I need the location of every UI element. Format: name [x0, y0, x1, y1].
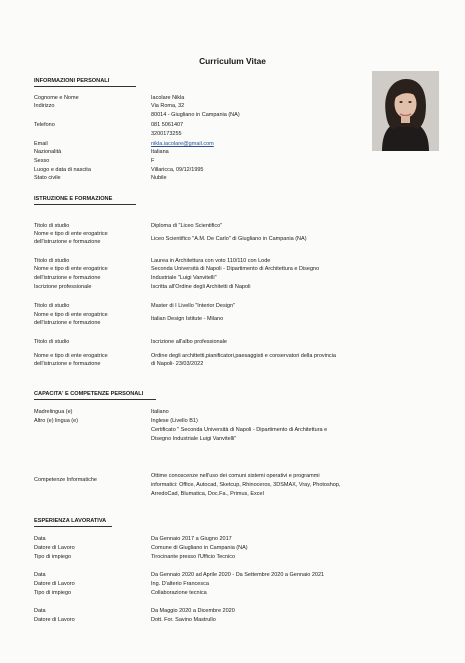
field-value: Via Roma, 32: [151, 103, 185, 109]
field-label: dell'istruzione e formazione: [34, 361, 101, 367]
field-label: Datore di Lavoro: [34, 617, 75, 623]
field-label: Nome e tipo di ente erogatrice: [34, 353, 108, 359]
section-rule: [34, 399, 156, 400]
field-value: Da Maggio 2020 a Dicembre 2020: [151, 608, 235, 614]
document-title: Curriculum Vitae: [199, 56, 266, 66]
field-label: dell'istruzione e formazione: [34, 239, 101, 245]
field-label: Nome e tipo di ente erogatrice: [34, 312, 108, 318]
field-value: Liceo Scientifico "A.M. De Carlo" di Giugliano in Campania (NA): [151, 236, 307, 242]
field-label: Sesso: [34, 158, 50, 164]
field-label: Data: [34, 536, 46, 542]
field-value: Industriale "Luigi Vanvitelli": [151, 275, 217, 281]
field-value: Diploma di "Liceo Scientifico": [151, 223, 223, 229]
field-value: 80014 - Giugliano in Campania (NA): [151, 112, 240, 118]
field-label: Indirizzo: [34, 103, 55, 109]
email-link[interactable]: nikla.iacolare@gmail.com: [151, 141, 214, 147]
field-value: ArredoCad, Blumatica, Doc.Fa., Primus, Excel: [151, 491, 264, 497]
field-label: Nome e tipo di ente erogatrice: [34, 231, 108, 237]
field-label: Tipo di impiego: [34, 590, 72, 596]
field-value: Seconda Università di Napoli - Dipartimento di Architettura e Disegno: [151, 266, 320, 272]
field-label: Telefono: [34, 122, 55, 128]
section-heading-education: ISTRUZIONE E FORMAZIONE: [34, 196, 113, 202]
field-label: Tipo di impiego: [34, 554, 72, 560]
field-label: Madrelingua (e): [34, 409, 73, 415]
section-heading-personal: INFORMAZIONI PERSONALI: [34, 78, 110, 84]
field-value: Disegno Industriale Luigi Vanvitelli": [151, 436, 237, 442]
section-rule: [34, 526, 112, 527]
field-label: Datore di Lavoro: [34, 581, 75, 587]
field-value: Tirocinante presso l'Ufficio Tecnico: [151, 554, 236, 560]
field-value: Comune di Giugliano in Campania (NA): [151, 545, 248, 551]
field-value: Italiana: [151, 149, 169, 155]
field-value: 3200173255: [151, 131, 182, 137]
field-value: Dott. For. Savino Mastrullo: [151, 617, 216, 623]
section-heading-skills: CAPACITA' E COMPETENZE PERSONALI: [34, 391, 144, 397]
field-label: Nazionalità: [34, 149, 62, 155]
field-value: Ordine degli archittetti,pianificatori,paesaggisti e conservatori della provincia: [151, 353, 336, 359]
field-label: Titolo di studio: [34, 339, 70, 345]
field-value: Iscrizione all'albo professionale: [151, 339, 227, 345]
section-heading-work: ESPERIENZA LAVORATIVA: [34, 518, 107, 524]
profile-photo: [372, 71, 439, 151]
portrait-image: [372, 71, 439, 151]
field-value: Da Gennaio 2017 a Giugno 2017: [151, 536, 232, 542]
field-label: Data: [34, 608, 46, 614]
field-label: Titolo di studio: [34, 258, 70, 264]
field-value: Iacolare Nikla: [151, 95, 185, 101]
field-label: Titolo di studio: [34, 303, 70, 309]
field-value: Laurea in Architettura con voto 110/110 con Lode: [151, 258, 271, 264]
field-value: Italian Design Istitute - Milano: [151, 316, 224, 322]
field-label: dell'istruzione e formazione: [34, 320, 101, 326]
field-label: Email: [34, 141, 48, 147]
field-value: 081 5061407: [151, 122, 184, 128]
field-value: Nubile: [151, 175, 167, 181]
field-value: informatici: Office, Autocad, Sketcup, Rhinoceros, 3DSMAX, Vray, Photoshop,: [151, 482, 341, 488]
section-rule: [34, 86, 136, 87]
field-value: Iscritta all'Ordine degli Architetti di Napoli: [151, 284, 251, 290]
field-value: Ottime conoscenze nell'uso dei comuni sistemi operativi e programmi: [151, 473, 320, 479]
field-value: Villaricca, 09/12/1995: [151, 167, 204, 173]
field-value: Collaborazione tecnica: [151, 590, 207, 596]
field-label: dell'istruzione e formazione: [34, 275, 101, 281]
field-label: Stato civile: [34, 175, 61, 181]
field-label: Iscrizione professionale: [34, 284, 92, 290]
field-value: Certificato " Seconda Università di Napoli - Dipartimento di Architettura e: [151, 427, 328, 433]
field-label: Competenze Informatiche: [34, 477, 97, 483]
field-label: Datore di Lavoro: [34, 545, 75, 551]
field-label: Cognome e Nome: [34, 95, 79, 101]
field-value: Ing. D'alterio Francesca: [151, 581, 209, 587]
field-value: Italiano: [151, 409, 169, 415]
field-label: Altro (e) lingua (e): [34, 418, 79, 424]
field-label: Luogo e data di nascita: [34, 167, 91, 173]
field-label: Nome e tipo di ente erogatrice: [34, 266, 108, 272]
field-value: di Napoli- 23/03/2022: [151, 361, 204, 367]
field-value: Da Gennaio 2020 ad Aprile 2020 - Da Settembre 2020 a Gennaio 2021: [151, 572, 325, 578]
field-value: F: [151, 158, 155, 164]
field-value: Master di I Livello "Interior Design": [151, 303, 235, 309]
field-label: Data: [34, 572, 46, 578]
field-value: Inglese (Livello B1): [151, 418, 198, 424]
section-rule: [34, 204, 136, 205]
field-label: Titolo di studio: [34, 223, 70, 229]
